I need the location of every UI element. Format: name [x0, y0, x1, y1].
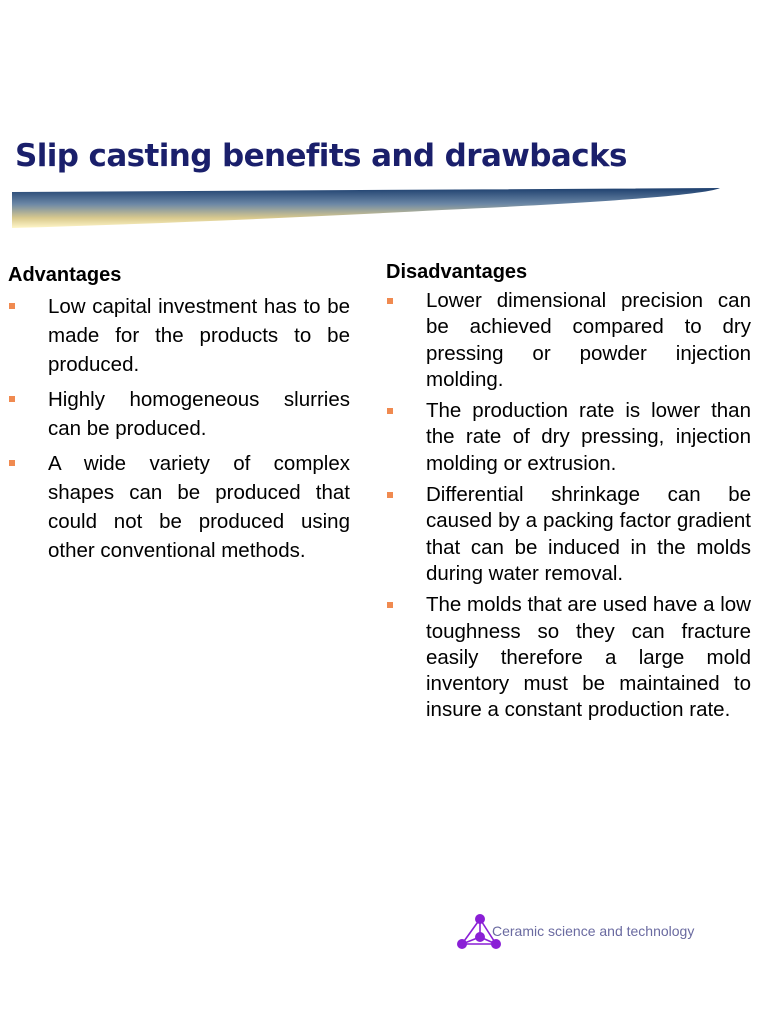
advantage-text: Low capital investment has to be made for the products to be produced.: [48, 295, 350, 376]
square-bullet-icon: [387, 298, 393, 304]
disadvantages-column: [386, 259, 751, 729]
disadvantages-list: [386, 288, 751, 724]
square-bullet-icon: [387, 602, 393, 608]
square-bullet-icon: [9, 460, 15, 466]
square-bullet-icon: [9, 396, 15, 402]
square-bullet-icon: [387, 408, 393, 414]
advantages-column: [8, 262, 350, 571]
slide-title: Slip casting benefits and drawbacks: [15, 138, 627, 174]
disadvantages-heading: Disadvantages: [386, 261, 528, 283]
disadvantage-text: The molds that are used have a low toughness so they can fracture easily therefore a large mold inventory must be maintained to insure a constant production rate.: [426, 593, 751, 722]
list-item: [386, 482, 751, 587]
list-item: [386, 398, 751, 477]
advantage-text: A wide variety of complex shapes can be produced that could not be produced using other conventional methods.: [48, 452, 350, 562]
advantage-text: Highly homogeneous slurries can be produced.: [48, 388, 350, 440]
square-bullet-icon: [9, 303, 15, 309]
list-item: [386, 288, 751, 393]
list-item: [386, 592, 751, 723]
advantages-list: [8, 292, 350, 565]
disadvantage-text: The production rate is lower than the rate of dry pressing, injection molding or extrusion.: [426, 399, 751, 475]
advantages-heading: Advantages: [8, 264, 122, 286]
list-item: [8, 449, 350, 565]
footer-text: Ceramic science and technology: [492, 923, 695, 939]
footer: [455, 913, 755, 953]
disadvantage-text: Differential shrinkage can be caused by a packing factor gradient that can be induced in the molds during water removal.: [426, 483, 751, 585]
list-item: [8, 292, 350, 379]
list-item: [8, 385, 350, 443]
square-bullet-icon: [387, 492, 393, 498]
disadvantage-text: Lower dimensional precision can be achieved compared to dry pressing or powder injection molding.: [426, 289, 751, 391]
title-underline-swoosh: [12, 188, 720, 230]
